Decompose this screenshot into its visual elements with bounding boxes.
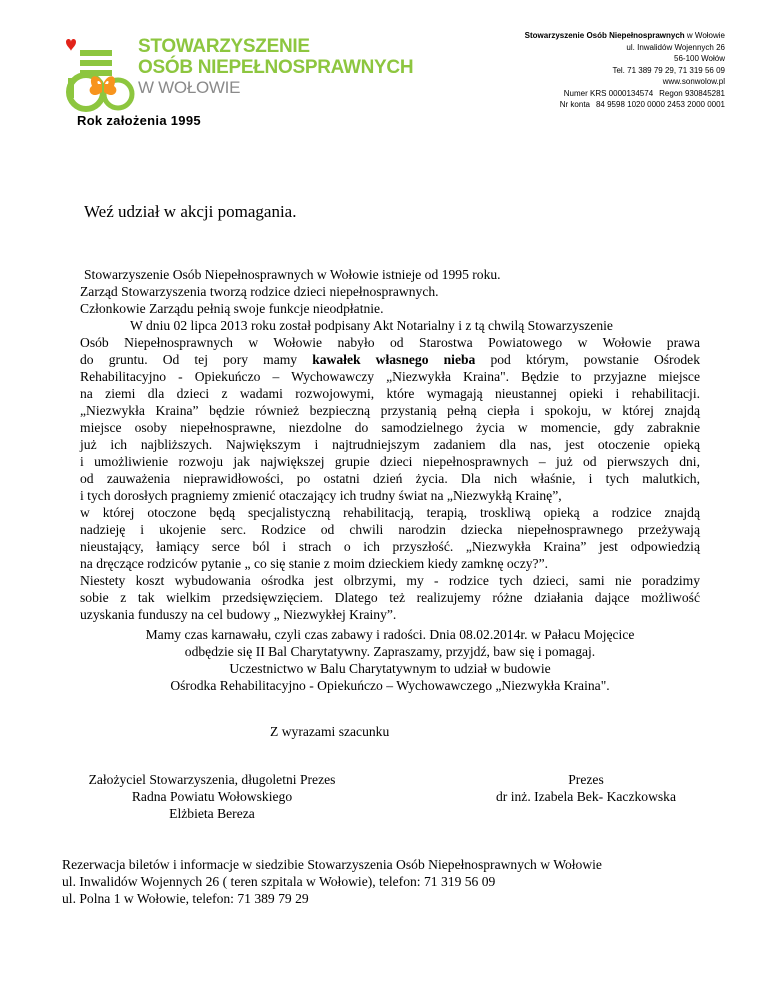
body-line bbox=[80, 351, 700, 368]
footer-line: Rezerwacja biletów i informacje w siedzibie Stowarzyszenia Osób Niepełnosprawnych w Wołowie bbox=[62, 857, 602, 872]
contact-account: 84 9598 1020 0000 2453 2000 0001 bbox=[595, 100, 725, 109]
contact-account-row bbox=[425, 99, 725, 111]
body-line: od zauważenia nieprawidłowości, po ostatni dzień życia. Dla nich właśnie, i tych malutkich, bbox=[80, 471, 700, 486]
closing-regards: Z wyrazami szacunku bbox=[270, 724, 390, 739]
reservation-footer bbox=[62, 856, 602, 907]
invitation-block bbox=[80, 626, 700, 694]
body-line: nieustający, łamiący serce ból i strach o ich przyszłość. „Niezwykła Kraina” jest odpowiedzią bbox=[80, 539, 700, 554]
body-line: nadzieję i ukojenie serc. Rodzice od chwili narodzin dziecka niepełnosprawnego przeżywają bbox=[80, 522, 700, 537]
body-line: Członkowie Zarządu pełnią swoje funkcje nieodpłatnie. bbox=[80, 301, 384, 316]
contact-krs-row bbox=[425, 88, 725, 100]
body-line: w której otoczone będą specjalistyczną rehabilitacją, terapią, troskliwą opieką a rodzice znajdą bbox=[80, 505, 700, 520]
contact-org bbox=[425, 30, 725, 42]
invitation-line: Uczestnictwo w Balu Charytatywnym to udział w budowie bbox=[229, 661, 551, 676]
contact-phone: Tel. 71 389 79 29, 71 319 56 09 bbox=[612, 65, 725, 75]
body-line: i tych dorosłych pragniemy zmienić otaczający ich trudny świat na „Niezwykłą Krainę”, bbox=[80, 488, 562, 503]
contact-postal: 56-100 Wołów bbox=[674, 54, 725, 63]
contact-address: ul. Inwalidów Wojennych 26 bbox=[626, 42, 725, 52]
contact-block bbox=[425, 30, 725, 111]
invitation-line: Ośrodka Rehabilitacyjno - Opiekuńczo – Wychowawczego „Niezwykła Kraina". bbox=[170, 678, 610, 693]
body-line: Zarząd Stowarzyszenia tworzą rodzice dzieci niepełnosprawnych. bbox=[80, 284, 439, 299]
contact-website[interactable]: www.sonwolow.pl bbox=[662, 77, 725, 86]
invitation-line: Mamy czas karnawału, czyli czas zabawy i radości. Dnia 08.02.2014r. w Pałacu Mojęcice bbox=[145, 627, 635, 642]
body-line: W dniu 02 lipca 2013 roku został podpisany Akt Notarialny i z tą chwilą Stowarzyszenie bbox=[130, 318, 613, 333]
signature-line: Założyciel Stowarzyszenia, długoletni Prezes bbox=[88, 772, 336, 787]
signature-line: Radna Powiatu Wołowskiego bbox=[131, 789, 293, 804]
body-line: Osób Niepełnosprawnych w Wołowie nabyło od Starostwa Powiatowego w Wołowie prawa bbox=[80, 335, 700, 350]
body-line: i umożliwienie rozwoju jak największej grupie dzieci niepełnosprawnych – już od pierwszych dni, bbox=[80, 454, 700, 469]
body-line: Rehabilitacyjno - Opiekuńczo – Wychowawczy „Niezwykła Kraina". Będzie to przyjazne miejsce bbox=[80, 369, 700, 384]
body-line: już ich najbliższych. Największym i najtrudniejszym zadaniem dla nas, jest otoczenie opieką bbox=[80, 437, 700, 452]
letter-body bbox=[80, 266, 700, 623]
contact-org-bold: Stowarzyszenie Osób Niepełnosprawnych bbox=[524, 31, 685, 40]
footer-line: ul. Polna 1 w Wołowie, telefon: 71 389 79 29 bbox=[62, 891, 309, 906]
org-name-line-3: W WOŁOWIE bbox=[138, 78, 241, 97]
founded-year: Rok założenia 1995 bbox=[77, 113, 201, 128]
invitation-line: odbędzie się II Bal Charytatywny. Zapraszamy, przyjdź, baw się i pomagaj. bbox=[184, 644, 596, 659]
signature-right bbox=[472, 771, 700, 805]
signature-line: Prezes bbox=[568, 772, 604, 787]
heart-icon bbox=[66, 39, 76, 51]
body-text: do gruntu. Od tej pory mamy bbox=[80, 352, 313, 367]
body-line: Niestety koszt wybudowania ośrodka jest olbrzymi, my - rodzice tych dzieci, sami nie poradzimy bbox=[80, 573, 700, 588]
body-line: uzyskania funduszy na cel budowy „ Niezwykłej Krainy”. bbox=[80, 607, 397, 622]
body-line: Stowarzyszenie Osób Niepełnosprawnych w Wołowie istnieje od 1995 roku. bbox=[84, 267, 501, 282]
organization-name bbox=[138, 36, 413, 98]
signature-left bbox=[62, 771, 362, 822]
org-name-line-1: STOWARZYSZENIE bbox=[138, 36, 310, 57]
footer-line: ul. Inwalidów Wojennych 26 ( teren szpitala w Wołowie), telefon: 71 319 56 09 bbox=[62, 874, 496, 889]
letter-title: Weź udział w akcji pomagania. bbox=[84, 202, 297, 221]
contact-account-label: Nr konta bbox=[559, 100, 590, 109]
contact-krs: Numer KRS 0000134574 bbox=[563, 88, 654, 98]
org-name-line-2: OSÓB NIEPEŁNOSPRAWNYCH bbox=[138, 57, 414, 78]
body-line: miejsce osoby niepełnosprawne, niezdolne do samodzielnego życia w momencie, gdy zabraknie bbox=[80, 420, 700, 435]
body-line: na ziemi dla dzieci z wadami rozwojowymi, które wymagają nieustannej opieki i rehabilitacji. bbox=[80, 386, 700, 401]
body-line: „Niezwykła Kraina” będzie również bezpieczną przystanią pełną ciepła i spokoju, w której znajdą bbox=[80, 403, 700, 418]
body-line: sobie z tak wielkim przedsięwzięciem. Dlatego też realizujemy różne działania dające możliwość bbox=[80, 590, 700, 605]
contact-regon: Regon 930845281 bbox=[659, 88, 725, 98]
signature-line: Elżbieta Bereza bbox=[169, 806, 255, 821]
body-line: na dręczące rodziców pytanie „ co się stanie z moim dzieckiem kiedy zamknę oczy?”. bbox=[80, 556, 549, 571]
signature-line: dr inż. Izabela Bek- Kaczkowska bbox=[495, 789, 677, 804]
body-text: pod którym, powstanie Ośrodek bbox=[475, 352, 701, 367]
body-bold-text: kawałek własnego nieba bbox=[312, 352, 476, 367]
contact-org-rest: w Wołowie bbox=[684, 31, 725, 40]
